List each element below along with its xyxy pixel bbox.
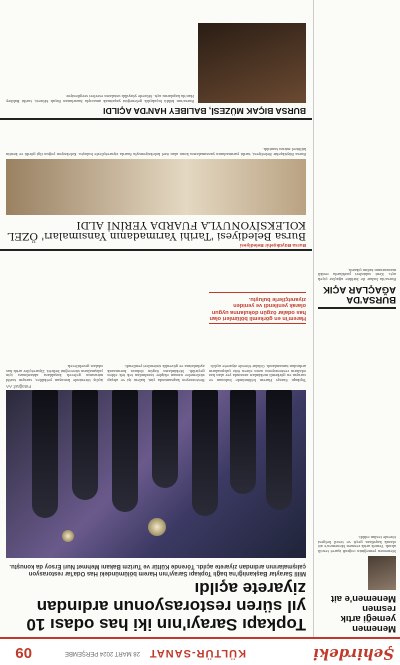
sidebar-body-bursa: Bursa'da bahar ile birlikte ağaçlar çiçek açtı. Kent sakinleri parklarda renkli manzaranın tadını çıkardı. — [318, 267, 396, 281]
main-body-col2: Restorasyon kapsamında çini, kalem işi ve ahşap süslemeler uzman ekipler tarafından tek tek elden geçirildi. Mekânların özgün dokusu korunarak aydınlatma ve güvenlik sistemleri yenilendi. — [107, 364, 205, 382]
section-label: KÜLTÜR-SANAT — [148, 647, 246, 659]
photo-figure — [192, 390, 218, 516]
second-story — [0, 128, 312, 251]
main-photo — [6, 390, 306, 558]
main-body-col1: Topkapı Sarayı Harem bölümünde bulunan ve sarayın en görkemli mekânları arasında yer alan has odaların restorasyonu uzun süren titiz çalışmaların ardından tamamlandı. Odalar törenle ziyarete açıldı. — [208, 364, 306, 382]
sidebar-body-menemen: Menemen yemeğinin coğrafi işaret tescili alındı. Yemek artık resmen Menemen'e ait olarak kayıtlara geçti ve tescil belgesi törenle teslim edildi. — [318, 535, 396, 553]
second-body: Bursa Büyükşehir Belediyesi, tarihi yarımadanın yansımalarını konu alan özel koleksiyonuyla fuarda ziyaretçilerle buluştu. Koleksiyon yoğun ilgi gördü ve kentin kültürel mirası tanıtıldı. — [6, 147, 306, 156]
sidebar-headline-bursa: BURSA'DA AĞAÇLAR AÇIK — [322, 284, 396, 305]
photo-light — [148, 518, 166, 536]
main-headline: Topkapı Sarayı'nın iki has odası 10 yıl süren restorasyonun ardından ziyarete açıldı — [26, 579, 306, 634]
main-subhead: Millî Saraylar Başkanlığı'na bağlı Topkapı Sarayı'nın Harem bölümündeki Has Oda'lar restorasyon çalışmalarının ardından ziyarete açıldı. Törende Kültür ve Turizm Bakanı Mehmet Nuri Ersoy da konuştu. — [9, 563, 306, 576]
photo-figure — [72, 390, 98, 500]
newspaper-logo: Şehirdeki — [312, 645, 394, 663]
issue-date: 28 MART 2024 PERŞEMBE — [64, 650, 140, 656]
third-body: Bursa'nın köklü bıçakçılık geleneğini yaşatmak amacıyla hazırlanan Bıçak Müzesi, tarihi Balıbey Han'da kapılarını açtı. Müzede yüzyıllık ustaların eserleri sergileniyor. — [6, 94, 194, 103]
second-headline: Bursa Belediyesi 'Tarihi Yarımadanın Yansımaları' ÖZEL KOLEKSİYONUYLA FUARDA YERİNİ ALDI — [7, 219, 306, 242]
pull-quote: Harem'in en görkemli bölümleri olan has odalar özgün dokularına uygun olarak yenilendi ve yeniden ziyaretçilerle buluştu. — [209, 292, 306, 324]
third-story — [0, 21, 312, 120]
third-photo — [198, 23, 306, 103]
masthead — [0, 637, 400, 665]
photo-figure — [112, 390, 138, 512]
sidebar-divider — [318, 307, 396, 309]
main-body-columns — [6, 272, 306, 382]
photo-figure — [266, 390, 292, 510]
page-number: 09 — [15, 644, 32, 661]
main-story — [0, 272, 312, 637]
sidebar-photo — [368, 556, 396, 590]
second-photo — [6, 159, 306, 215]
photo-light — [62, 530, 74, 542]
third-headline: BURSA BIÇAK MÜZESİ, BALIBEY HAN'DA AÇILDI — [103, 106, 306, 116]
second-kicker: Bursa Büyükşehir Belediyesi — [239, 242, 306, 247]
main-body-col3: Açılış töreninde konuşan yetkililer, sarayın tarihî mirasının gelecek kuşaklara aktarılması için çalışmaların süreceğini belirtti. Ziyaretçiler artık has odaları gezebilecek. — [6, 364, 104, 382]
sidebar-column — [313, 0, 400, 637]
photo-figure — [152, 390, 178, 488]
photo-figure — [32, 390, 58, 518]
photo-credit: Fotoğraf: AA — [6, 384, 32, 389]
sidebar-headline-menemen: Menemen yemeği artık resmen Menemen'e ait — [330, 593, 396, 634]
photo-figure — [230, 390, 256, 494]
